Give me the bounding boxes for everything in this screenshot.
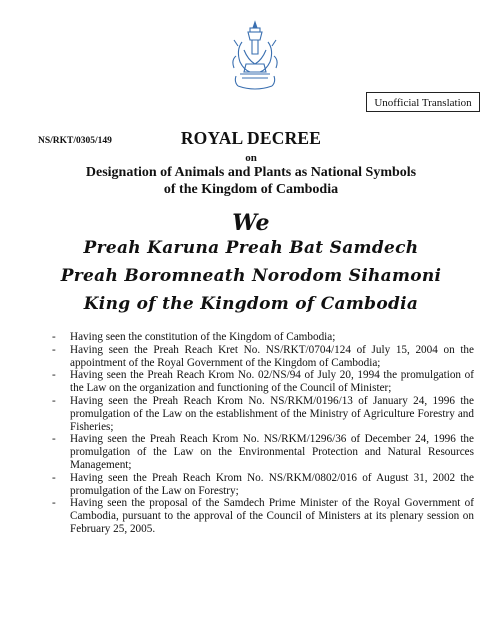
list-dash: -: [52, 471, 56, 484]
list-item: [52, 331, 474, 344]
decree-title: ROYAL DECREE: [180, 128, 322, 148]
proclamation-line-2: Preah Boromneath Norodom Sihamoni: [60, 266, 442, 286]
list-item: [52, 395, 474, 433]
list-dash: -: [52, 369, 56, 382]
list-item-text: Having seen the Preah Reach Krom No. NS/RKM/0802/016 of August 31, 2002 the promulgation of the Law on Forestry;: [70, 471, 474, 497]
royal-emblem-icon: [228, 20, 282, 92]
list-item: [52, 497, 474, 535]
list-dash: -: [52, 331, 56, 343]
list-dash: -: [52, 497, 56, 510]
list-item-text: Having seen the Preah Reach Krom No. 02/NS/94 of July 20, 1994 the promulgation of the Law on the organization and functioning of the Council of Minister;: [70, 369, 474, 395]
list-item: [52, 369, 474, 395]
list-item-text: Having seen the proposal of the Samdech Prime Minister of the Royal Government of Cambodia, pursuant to the approval of the Council of Ministers at its plenary session on February 25, 2005.: [70, 497, 474, 535]
list-item: [52, 472, 474, 498]
decree-reference-number: NS/RKT/0305/149: [38, 136, 112, 146]
subtitle-line-1: Designation of Animals and Plants as National Symbols: [85, 165, 417, 180]
list-item-text: Having seen the Preah Reach Krom No. NS/RKM/0196/13 of January 24, 1996 the promulgation of the Law on the establishment of the Ministry of Agriculture Forestry and Fisheries;: [70, 394, 474, 433]
unofficial-translation-label: Unofficial Translation: [366, 92, 480, 112]
list-dash: -: [52, 343, 56, 356]
proclamation-line-1: Preah Karuna Preah Bat Samdech: [83, 238, 419, 258]
proclamation-line-3: King of the Kingdom of Cambodia: [83, 294, 419, 314]
list-item: [52, 344, 474, 370]
decree-subtitle: [0, 164, 502, 198]
list-item-text: Having seen the constitution of the Kingdom of Cambodia;: [70, 331, 336, 343]
considerations-list: [52, 331, 474, 536]
list-item-text: Having seen the Preah Reach Kret No. NS/RKT/0704/124 of July 15, 2004 on the appointment of the Royal Government of the Kingdom of Cambodia;: [70, 343, 474, 369]
list-item: [52, 433, 474, 471]
proclamation-we: We: [232, 210, 270, 236]
list-item-text: Having seen the Preah Reach Krom No. NS/RKM/1296/36 of December 24, 1996 the promulgation of the Law on the Environmental Protection and Natural Resources Management;: [70, 433, 474, 471]
subtitle-line-2: of the Kingdom of Cambodia: [163, 182, 339, 197]
list-dash: -: [52, 433, 56, 446]
decree-on-label: on: [245, 152, 257, 164]
list-dash: -: [52, 394, 56, 407]
